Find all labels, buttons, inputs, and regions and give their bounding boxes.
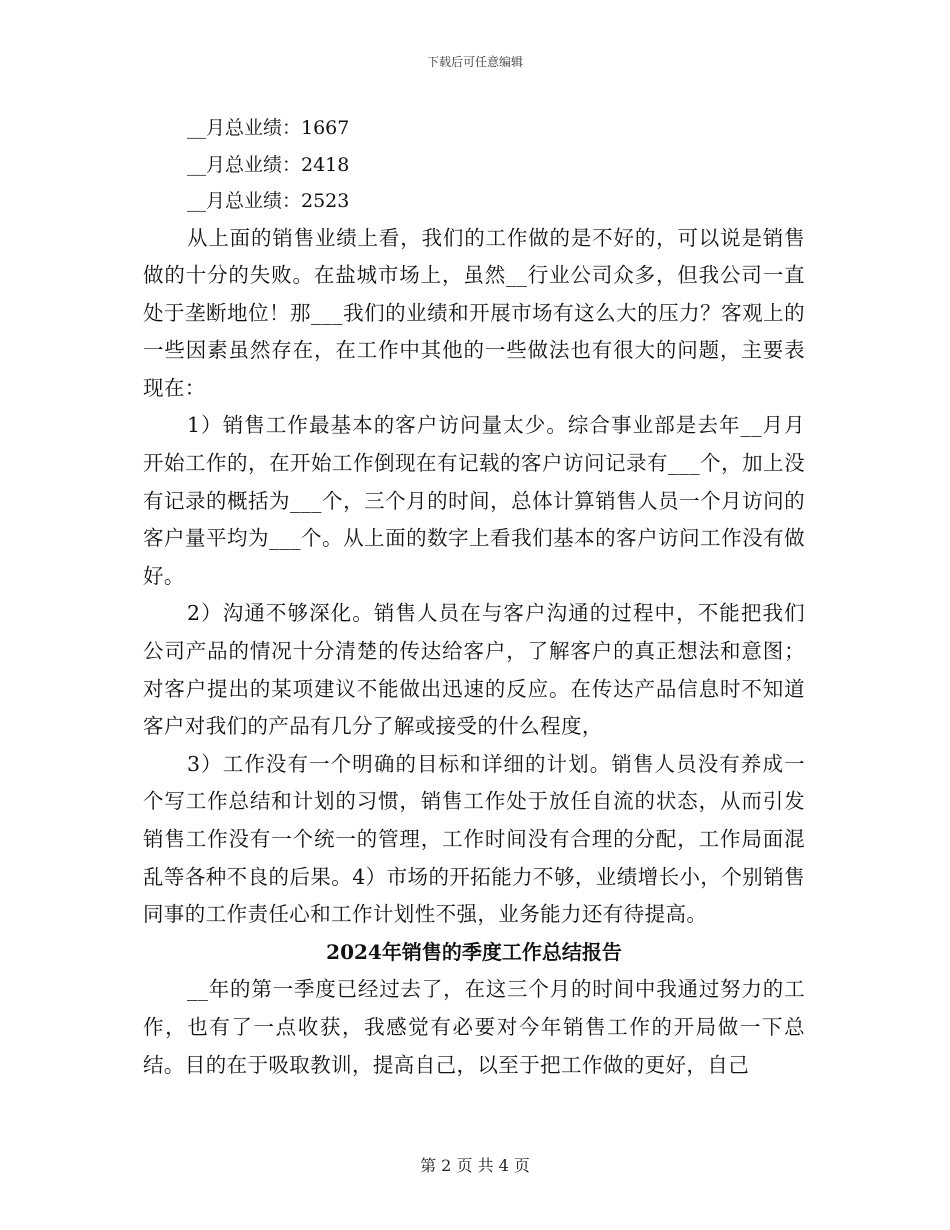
document-body xyxy=(143,110,805,1084)
sales-total-line-2: __月总业绩：2418 xyxy=(187,153,350,176)
paragraph-issue-3-4: 3）工作没有一个明确的目标和详细的计划。销售人员没有养成一个写工作总结和计划的习惯，销售工作处于放任自流的状态，从而引发销售工作没有一个统一的管理，工作时间没有合理的分配，工作局面混乱等各种不良的后果。4）市场的开拓能力不够，业绩增长小，个别销售同事的工作责任心和工作计划性不强，业务能力还有待提高。 xyxy=(143,751,805,927)
paragraph-issue-1: 1）销售工作最基本的客户访问量太少。综合事业部是去年__月月开始工作的，在开始工作倒现在有记载的客户访问记录有___个，加上没有记录的概括为___个，三个月的时间，总体计算销售人员一个月访问的客户量平均为___个。从上面的数字上看我们基本的客户访问工作没有做好。 xyxy=(143,413,805,588)
page-number: 第 2 页 共 4 页 xyxy=(420,1156,530,1175)
paragraph-summary-intro: __年的第一季度已经过去了，在这三个月的时间中我通过努力的工作，也有了一点收获，我感觉有必要对今年销售工作的开局做一下总结。目的在于吸取教训，提高自己，以至于把工作做的更好，自己 xyxy=(143,977,805,1077)
sales-total-line-1: __月总业绩：1667 xyxy=(187,117,350,139)
sales-total-line-3: __月总业绩：2523 xyxy=(187,190,350,212)
paragraph-analysis: 从上面的销售业绩上看，我们的工作做的是不好的，可以说是销售做的十分的失败。在盐城市场上，虽然__行业公司众多，但我公司一直处于垄断地位！那___我们的业绩和开展市场有这么大的压力？客观上的一些因素虽然存在，在工作中其他的一些做法也有很大的问题，主要表现在： xyxy=(143,225,805,400)
page-header-note: 下载后可任意编辑 xyxy=(426,55,523,69)
paragraph-issue-2: 2）沟通不够深化。销售人员在与客户沟通的过程中，不能把我们公司产品的情况十分清楚的传达给客户，了解客户的真正想法和意图；对客户提出的某项建议不能做出迅速的反应。在传达产品信息时不知道客户对我们的产品有几分了解或接受的什么程度， xyxy=(143,601,805,739)
section-title: 2024年销售的季度工作总结报告 xyxy=(326,939,622,964)
